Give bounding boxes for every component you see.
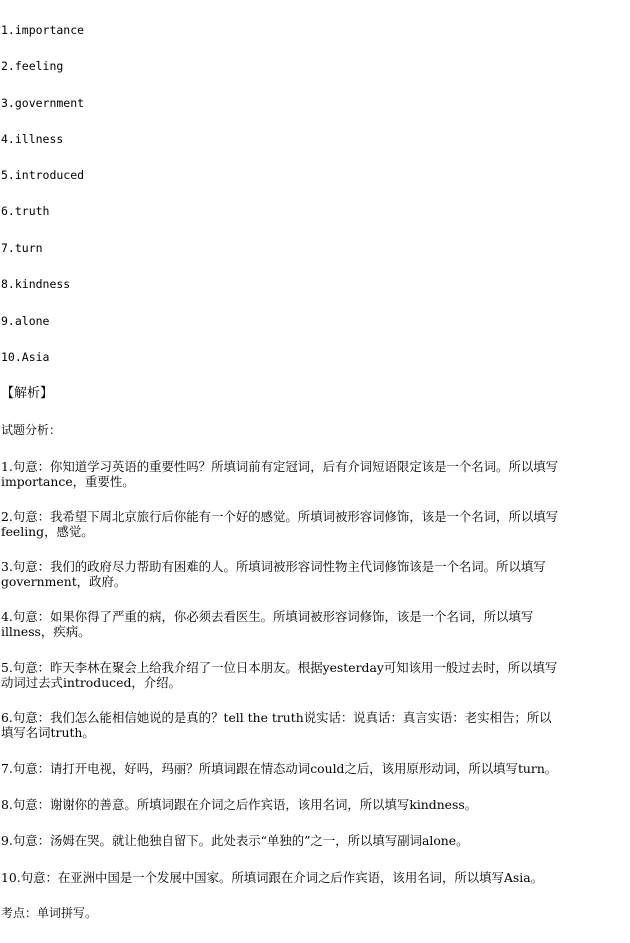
explanation-1-line1: 1.句意：你知道学习英语的重要性吗？所填词前有定冠词，后有介词短语限定该是一个名词。所以填写	[1, 459, 559, 474]
explanation-2-line2: feeling，感觉。	[1, 524, 94, 539]
topic-label: 考点：单词拼写。	[1, 906, 98, 920]
answer-item-1: 1.importance	[1, 23, 85, 37]
explanation-10-line1: 10.句意：在亚洲中国是一个发展中国家。所填词跟在介词之后作宾语，该用名词，所以填写Asia。	[1, 870, 543, 885]
explanation-8-line1: 8.句意：谢谢你的善意。所填词跟在介词之后作宾语，该用名词，所以填写kindness。	[1, 797, 478, 812]
answer-item-6: 6.truth	[1, 204, 50, 218]
explanation-7	[1, 761, 630, 776]
explanation-5	[1, 660, 630, 690]
explanation-6-line1: 6.句意：我们怎么能相信她说的是真的？tell the truth说实话：说真话：真言实语：老实相告；所以	[1, 710, 552, 725]
answer-item-10: 10.Asia	[1, 350, 50, 364]
explanation-3-line1: 3.句意：我们的政府尽力帮助有困难的人。所填词被形容词性物主代词修饰该是一个名词。所以填写	[1, 559, 546, 574]
answer-item-2: 2.feeling	[1, 59, 64, 73]
explanation-7-line1: 7.句意：请打开电视，好吗，玛丽？所填词跟在情态动词could之后，该用原形动词，所以填写turn。	[1, 761, 558, 776]
answer-item-4: 4.illness	[1, 132, 64, 146]
explanation-9-line1: 9.句意：汤姆在哭。就让他独自留下。此处表示“单独的”之一，所以填写副词alone。	[1, 833, 469, 848]
answer-item-9: 9.alone	[1, 314, 50, 328]
answer-item-8: 8.kindness	[1, 277, 71, 291]
explanation-2	[1, 509, 630, 539]
explanation-10	[1, 870, 630, 885]
explanation-2-line1: 2.句意：我希望下周北京旅行后你能有一个好的感觉。所填词被形容词修饰，该是一个名词，所以填写	[1, 509, 559, 524]
explanation-4-line1: 4.句意：如果你得了严重的病，你必须去看医生。所填词被形容词修饰，该是一个名词，所以填写	[1, 609, 534, 624]
answer-item-5: 5.introduced	[1, 168, 85, 182]
explanation-6	[1, 710, 630, 740]
answer-item-3: 3.government	[1, 96, 85, 110]
explanation-1	[1, 459, 630, 489]
explanation-4	[1, 609, 630, 639]
explanation-5-line1: 5.句意：昨天李林在聚会上给我介绍了一位日本朋友。根据yesterday可知该用一般过去时，所以填写	[1, 660, 558, 675]
explanation-4-line2: illness，疾病。	[1, 624, 91, 639]
explanation-3	[1, 559, 630, 589]
explanation-9	[1, 833, 630, 848]
analysis-subheading: 试题分析：	[1, 423, 62, 437]
explanation-5-line2: 动词过去式introduced，介绍。	[1, 675, 181, 690]
explanation-8	[1, 797, 630, 812]
answer-item-7: 7.turn	[1, 241, 43, 255]
analysis-heading: 【解析】	[1, 386, 54, 401]
explanation-1-line2: importance，重要性。	[1, 474, 135, 489]
explanation-6-line2: 填写名词truth。	[1, 725, 95, 740]
explanation-3-line2: government，政府。	[1, 574, 127, 589]
